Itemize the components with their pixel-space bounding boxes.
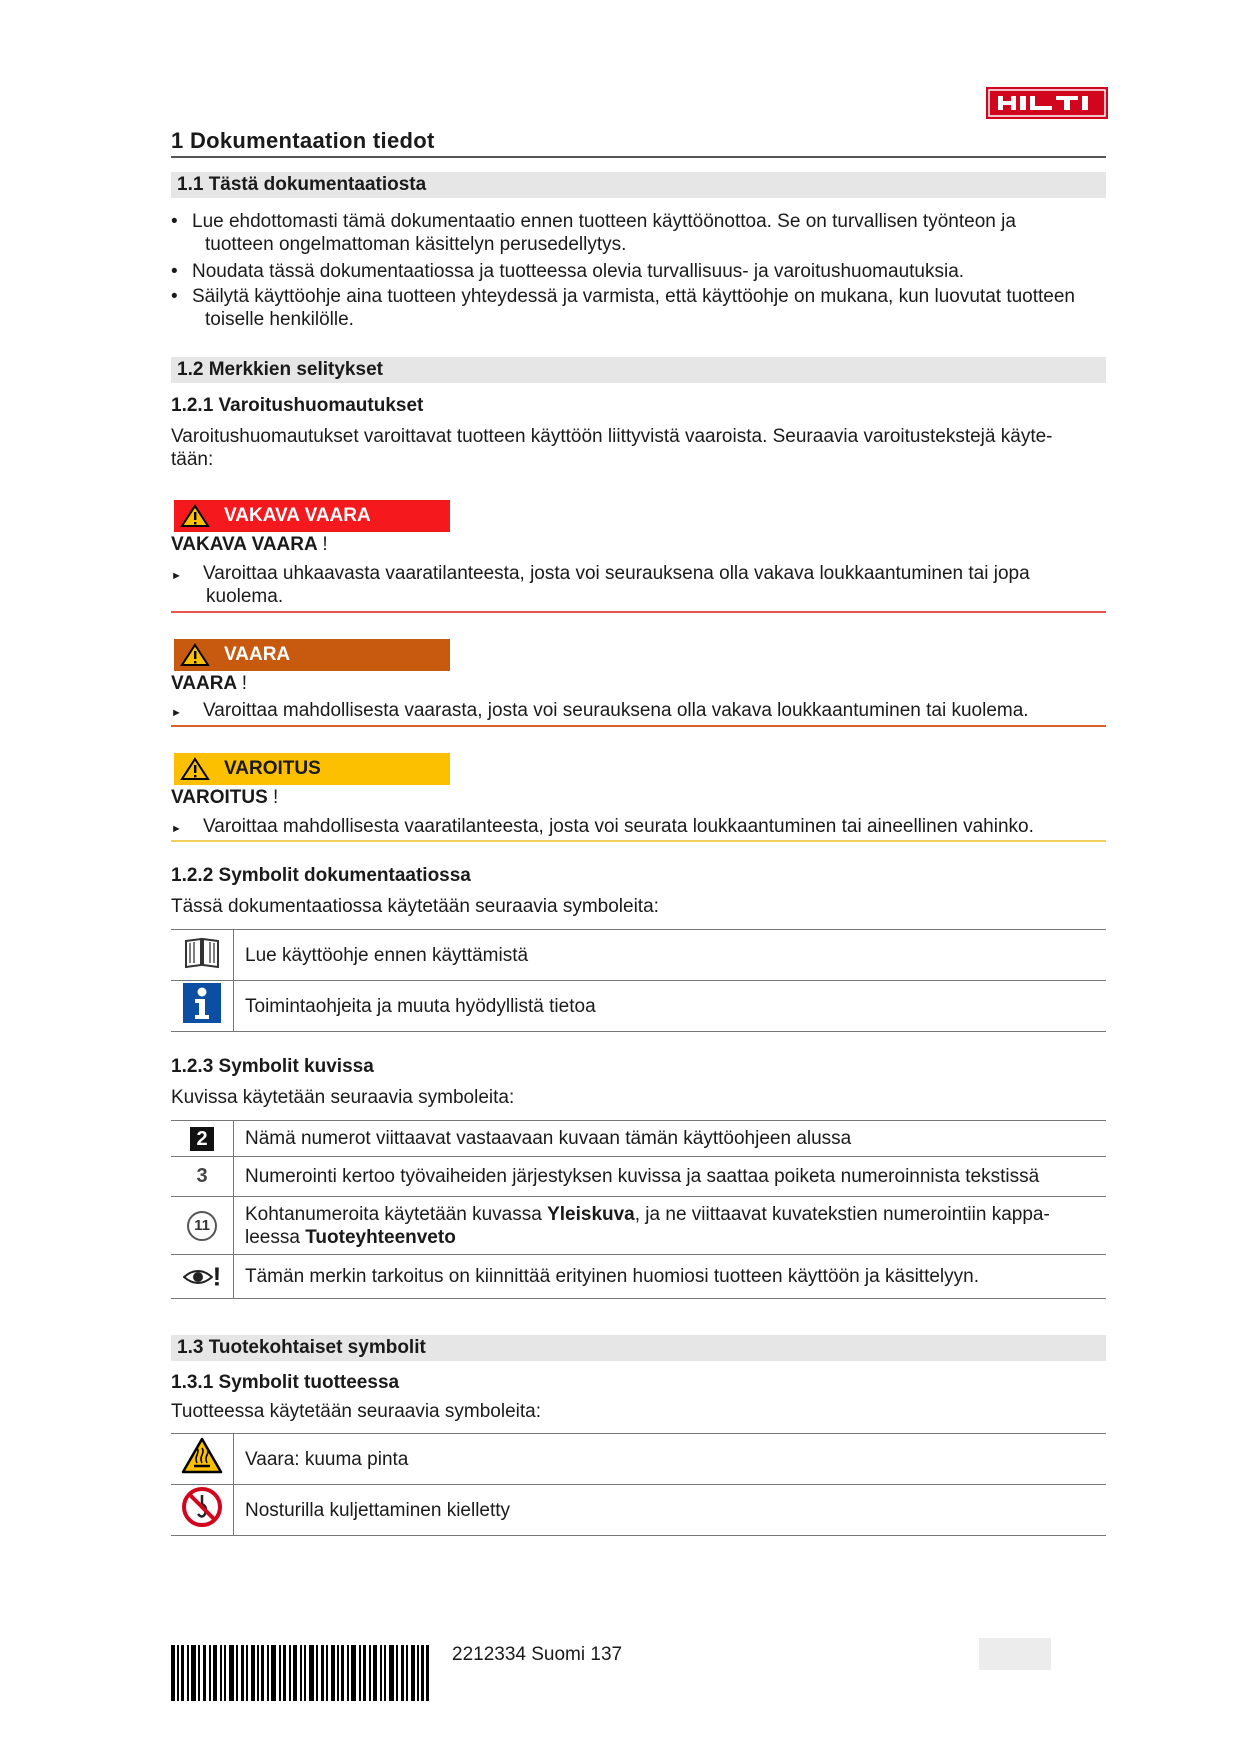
product-symbols-table <box>171 1433 1106 1536</box>
symbol-description: Numerointi kertoo työvaiheiden järjestyksen kuvissa ja saattaa poiketa numeroinnista tekstissä <box>234 1157 1107 1197</box>
subsection-1-3-1-title: 1.3.1 Symbolit tuotteessa <box>171 1372 400 1393</box>
heading-rule <box>171 156 1106 158</box>
bullet-line: Säilytä käyttöohje aina tuotteen yhteydessä ja varmista, että käyttöohje on mukana, kun luovutat tuotteen <box>192 286 1075 307</box>
bullet-line: Noudata tässä dokumentaatiossa ja tuotteessa olevia turvallisuus- ja varoitushuomautuksia. <box>192 261 965 282</box>
bullet-line: toiselle henkilölle. <box>205 309 354 330</box>
hot-surface-icon <box>171 1434 234 1485</box>
symbol-description: Nämä numerot viittaavat vastaavaan kuvaan tämän käyttöohjeen alussa <box>234 1121 1107 1157</box>
subsection-1-2-2-title: 1.2.2 Symbolit dokumentaatiossa <box>171 865 471 886</box>
warning-triangle-icon <box>180 504 210 528</box>
table-row <box>171 1485 1106 1536</box>
warning-line: kuolema. <box>206 586 284 607</box>
warning-title <box>171 534 328 556</box>
warning-label-text: VAKAVA VAARA <box>224 505 371 526</box>
warning-label-severe-danger <box>174 500 450 532</box>
bullet-item <box>171 285 1111 331</box>
description-text: Kohtanumeroita käytetään kuvassa <box>245 1203 548 1225</box>
item-number-symbol <box>171 1197 234 1255</box>
description-text: leessa <box>245 1226 306 1248</box>
symbol-description: Vaara: kuuma pinta <box>234 1434 1107 1485</box>
symbol-description: Tämän merkin tarkoitus on kiinnittää erityinen huomiosi tuotteen käyttöön ja käsittelyyn. <box>234 1255 1107 1299</box>
table-row <box>171 981 1106 1032</box>
eye-attention-icon <box>171 1255 234 1299</box>
warning-divider <box>171 725 1106 727</box>
warning-line: Varoittaa uhkaavasta vaaratilanteesta, josta voi seurauksena olla vakava loukkaantuminen tai jopa <box>203 563 1030 584</box>
warning-triangle-icon <box>180 643 210 667</box>
subsection-1-2-1-title: 1.2.1 Varoitushuomautukset <box>171 395 424 416</box>
description-bold: Tuoteyhteenveto <box>305 1226 456 1248</box>
no-crane-icon <box>171 1485 234 1536</box>
bullet-item <box>171 260 1111 283</box>
section-1-3-title: 1.3 Tuotekohtaiset symbolit <box>171 1335 1106 1361</box>
figure-symbols-table <box>171 1120 1106 1299</box>
warning-title-bang: ! <box>241 673 248 694</box>
warning-title-bang: ! <box>322 534 328 555</box>
product-symbols-intro: Tuotteessa käytetään seuraavia symboleita: <box>171 1401 541 1422</box>
warning-divider <box>171 611 1106 613</box>
barcode-image <box>171 1645 429 1701</box>
bullet-line: Lue ehdottomasti tämä dokumentaatio ennen tuotteen käyttöönottoa. Se on turvallisen työnteon ja <box>192 211 1016 232</box>
figure-number-badge: 2 <box>190 1127 214 1151</box>
arrow-bullet-icon: ► <box>171 707 182 719</box>
bullet-line: tuotteen ongelmattoman käsittelyn perusedellytys. <box>205 234 627 255</box>
intro-line: Varoitushuomautukset varoittavat tuotteen käyttöön liittyvistä vaaroista. Seuraavia varoitustekstejä käyte- <box>171 426 1053 447</box>
symbol-description: Nosturilla kuljettaminen kielletty <box>234 1485 1107 1536</box>
warning-title-text: VAKAVA VAARA <box>171 534 318 555</box>
warning-divider <box>171 840 1106 842</box>
warning-label-caution <box>174 753 450 785</box>
hilti-logo <box>986 87 1108 119</box>
description-bold: Yleiskuva <box>547 1203 635 1225</box>
symbol-description: Toimintaohjeita ja muuta hyödyllistä tietoa <box>234 981 1107 1032</box>
table-row <box>171 1434 1106 1485</box>
step-number: 3 <box>196 1165 208 1187</box>
footer-page-info: 2212334 Suomi 137 <box>452 1644 623 1665</box>
warnings-intro <box>171 425 1111 471</box>
table-row <box>171 1197 1106 1255</box>
warning-title <box>171 787 278 809</box>
warning-text <box>203 562 1106 608</box>
subsection-1-2-3-title: 1.2.3 Symbolit kuvissa <box>171 1056 374 1077</box>
warning-title-text: VAARA <box>171 673 237 694</box>
warning-label-text: VAROITUS <box>224 758 321 779</box>
warning-text: Varoittaa mahdollisesta vaaratilanteesta, josta voi seurata loukkaantuminen tai aineellinen vahinko. <box>203 816 1034 837</box>
arrow-bullet-icon: ► <box>171 570 182 582</box>
warning-title-bang: ! <box>273 787 279 808</box>
warning-label-text: VAARA <box>224 644 291 665</box>
symbols-figures-intro: Kuvissa käytetään seuraavia symboleita: <box>171 1087 515 1108</box>
bullet-item <box>171 210 1111 256</box>
description-text: , ja ne viittaavat kuvatekstien numerointiin kappa- <box>634 1203 1050 1225</box>
figure-number-symbol <box>171 1121 234 1157</box>
table-row <box>171 930 1106 981</box>
arrow-bullet-icon: ► <box>171 823 182 835</box>
manual-book-icon <box>171 930 234 981</box>
doc-symbols-table <box>171 929 1106 1032</box>
symbols-doc-intro: Tässä dokumentaatiossa käytetään seuraavia symboleita: <box>171 896 659 917</box>
warning-text: Varoittaa mahdollisesta vaarasta, josta voi seurauksena olla vakava loukkaantuminen tai kuolema. <box>203 700 1029 721</box>
footer-grey-box <box>979 1638 1051 1670</box>
symbol-description <box>234 1197 1107 1255</box>
table-row <box>171 1121 1106 1157</box>
table-row <box>171 1255 1106 1299</box>
table-row <box>171 1157 1106 1197</box>
warning-triangle-icon <box>180 757 210 781</box>
warning-title-text: VAROITUS <box>171 787 268 808</box>
bullet-dot: • <box>171 261 178 282</box>
warning-title <box>171 673 247 695</box>
info-icon <box>171 981 234 1032</box>
warning-label-danger <box>174 639 450 671</box>
section-1-1-title: 1.1 Tästä dokumentaatiosta <box>171 172 1106 198</box>
section-1-2-title: 1.2 Merkkien selitykset <box>171 357 1106 383</box>
item-number-circle: 11 <box>187 1211 217 1241</box>
bullet-dot: • <box>171 286 178 307</box>
step-number-symbol <box>171 1157 234 1197</box>
intro-line: tään: <box>171 449 214 470</box>
bullet-dot: • <box>171 211 178 232</box>
attention-mark: ! <box>212 1261 222 1292</box>
chapter-heading: 1 Dokumentaation tiedot <box>171 128 435 153</box>
symbol-description: Lue käyttöohje ennen käyttämistä <box>234 930 1107 981</box>
